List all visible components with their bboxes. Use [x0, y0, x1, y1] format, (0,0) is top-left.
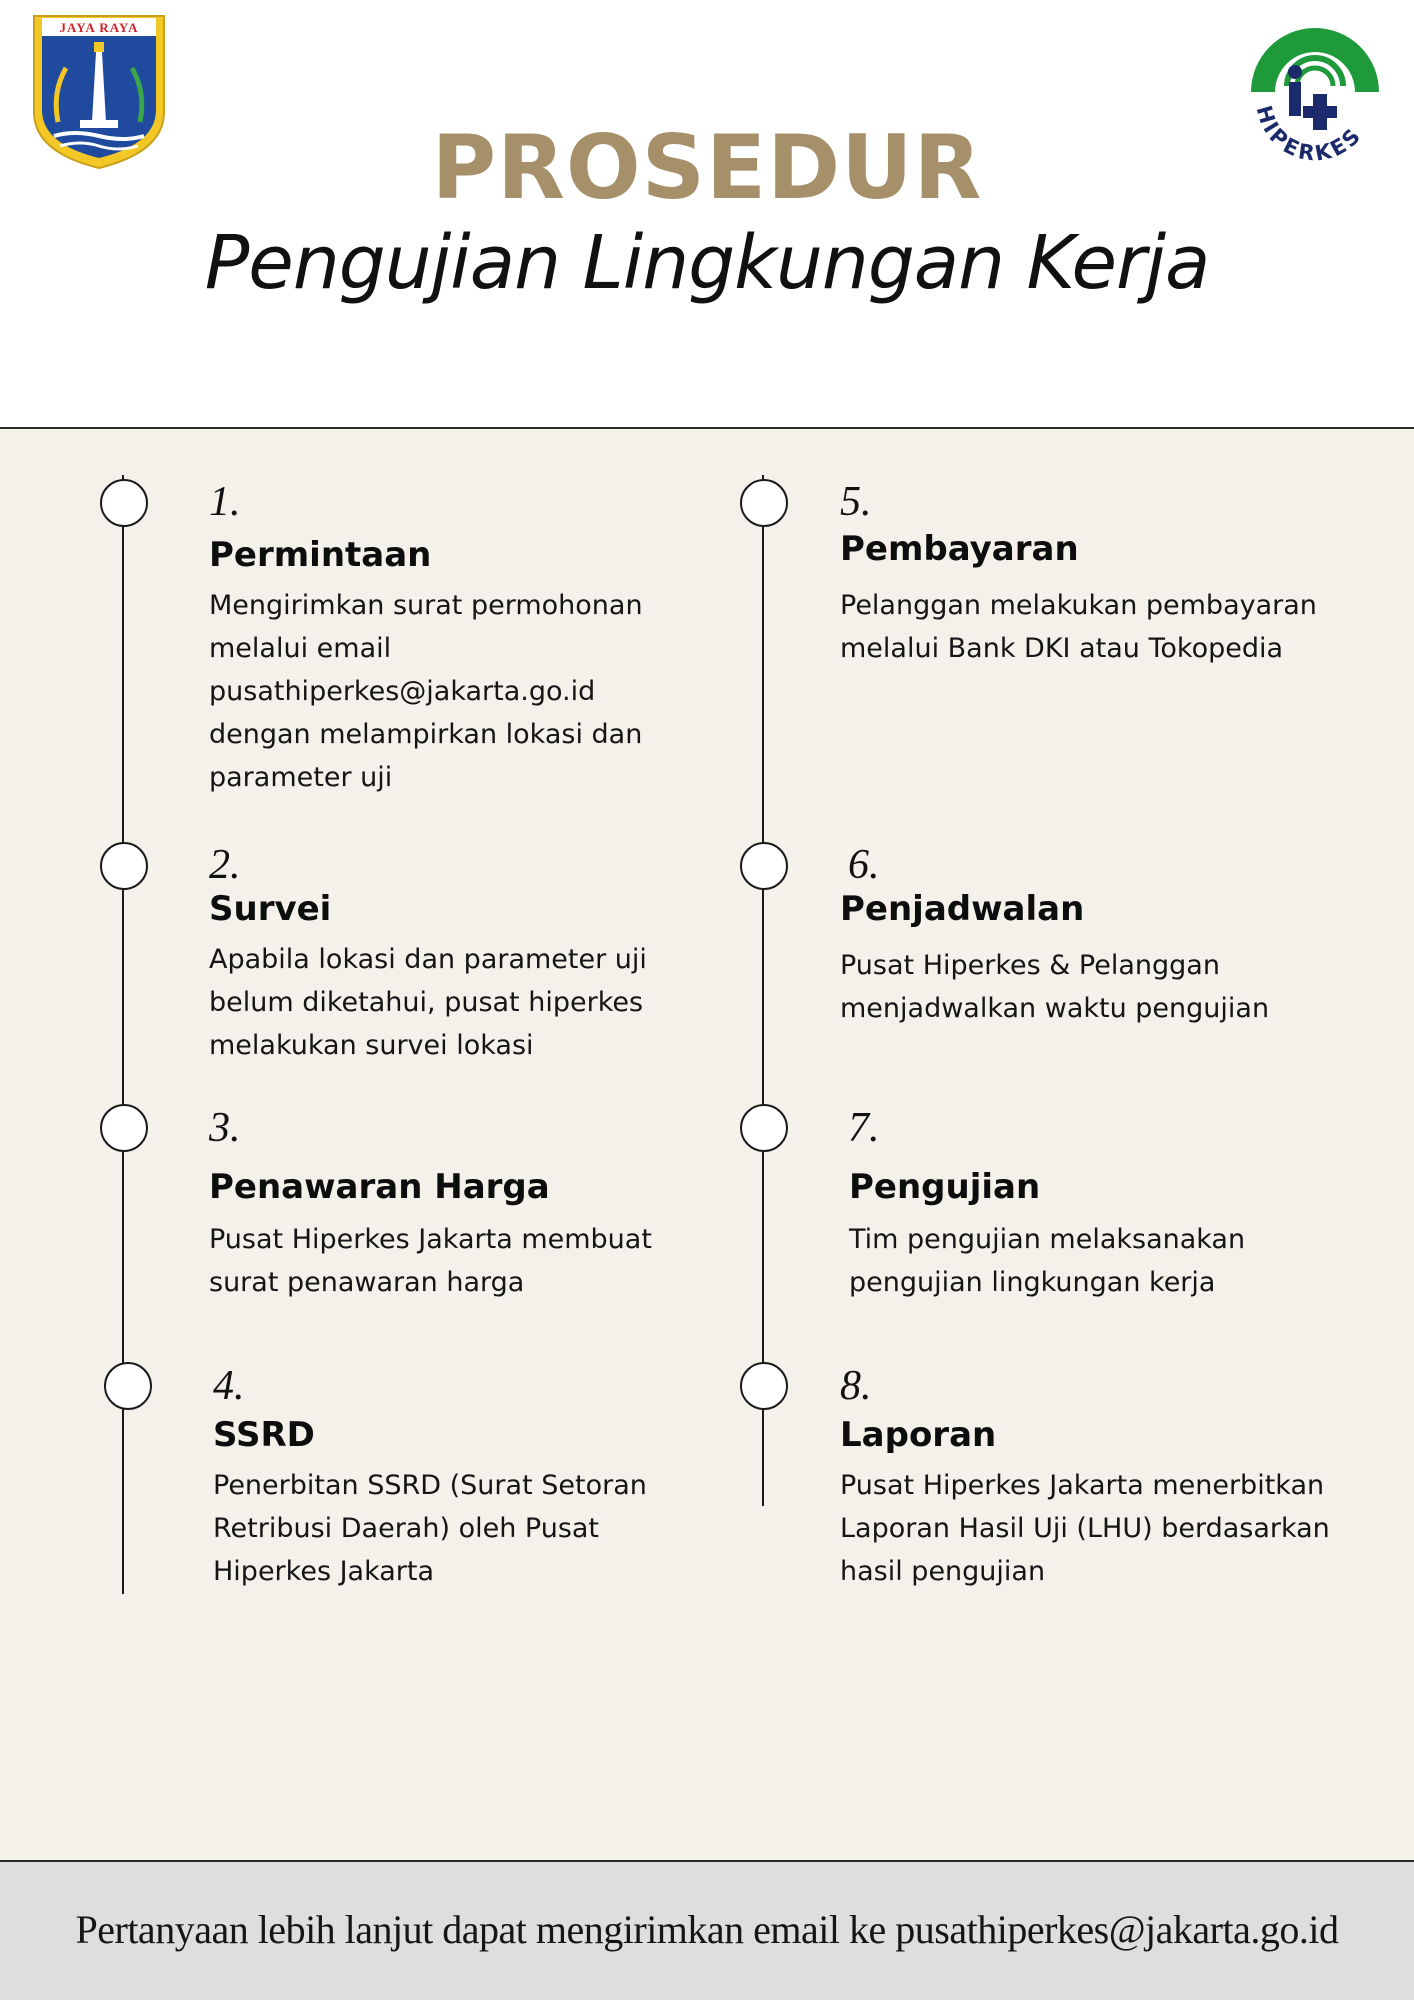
step-description: Pusat Hiperkes Jakarta membuat surat penawaran harga [209, 1224, 652, 1298]
step-description: Penerbitan SSRD (Surat Setoran Retribusi Daerah) oleh Pusat Hiperkes Jakarta [213, 1470, 647, 1587]
step-title: Pembayaran [840, 529, 1079, 569]
step-description: Mengirimkan surat permohonan melalui email pusathiperkes@jakarta.go.id dengan melampirkan lokasi dan parameter uji [209, 590, 643, 793]
step-description: Pusat Hiperkes Jakarta menerbitkan Laporan Hasil Uji (LHU) berdasarkan hasil pengujian [840, 1470, 1330, 1587]
timeline-line [762, 475, 764, 1506]
step-description: Pelanggan melakukan pembayaran melalui Bank DKI atau Tokopedia [840, 590, 1317, 664]
step-number: 3. [209, 1105, 241, 1151]
step-number: 2. [209, 842, 241, 888]
timeline-dot-2 [100, 842, 148, 890]
step-title: SSRD [213, 1415, 315, 1455]
page-subtitle: Pengujian Lingkungan Kerja [204, 220, 1210, 306]
step-title: Laporan [840, 1415, 997, 1455]
step-number: 4. [213, 1363, 245, 1409]
step-number: 6. [848, 842, 880, 888]
timeline-dot-6 [740, 842, 788, 890]
timeline-dot-4 [104, 1362, 152, 1410]
footer [0, 1860, 1414, 2000]
procedure-timeline [0, 427, 1414, 1860]
timeline-dot-8 [740, 1362, 788, 1410]
timeline-dot-5 [740, 479, 788, 527]
step-description: Tim pengujian melaksanakan pengujian lingkungan kerja [849, 1224, 1246, 1298]
step-description: Apabila lokasi dan parameter uji belum diketahui, pusat hiperkes melakukan survei lokasi [209, 944, 647, 1061]
step-title: Pengujian [849, 1167, 1041, 1207]
timeline-dot-3 [100, 1104, 148, 1152]
svg-text:HIPERKES: HIPERKES [1251, 102, 1367, 164]
step-number: 5. [840, 479, 872, 525]
step-title: Penjadwalan [840, 889, 1085, 929]
step-title: Permintaan [209, 535, 432, 575]
step-number: 8. [840, 1363, 872, 1409]
header [0, 0, 1414, 427]
footer-contact-text: Pertanyaan lebih lanjut dapat mengirimkan email ke pusathiperkes@jakarta.go.id [75, 1907, 1339, 1952]
timeline-line [122, 475, 124, 1594]
step-number: 1. [209, 479, 241, 525]
timeline-dot-1 [100, 479, 148, 527]
step-title: Survei [209, 889, 332, 929]
page-title: PROSEDUR [431, 116, 983, 219]
step-title: Penawaran Harga [209, 1167, 550, 1207]
svg-text:JAYA RAYA: JAYA RAYA [59, 20, 139, 35]
step-description: Pusat Hiperkes & Pelanggan menjadwalkan waktu pengujian [840, 950, 1270, 1024]
step-number: 7. [848, 1105, 880, 1151]
timeline-dot-7 [740, 1104, 788, 1152]
